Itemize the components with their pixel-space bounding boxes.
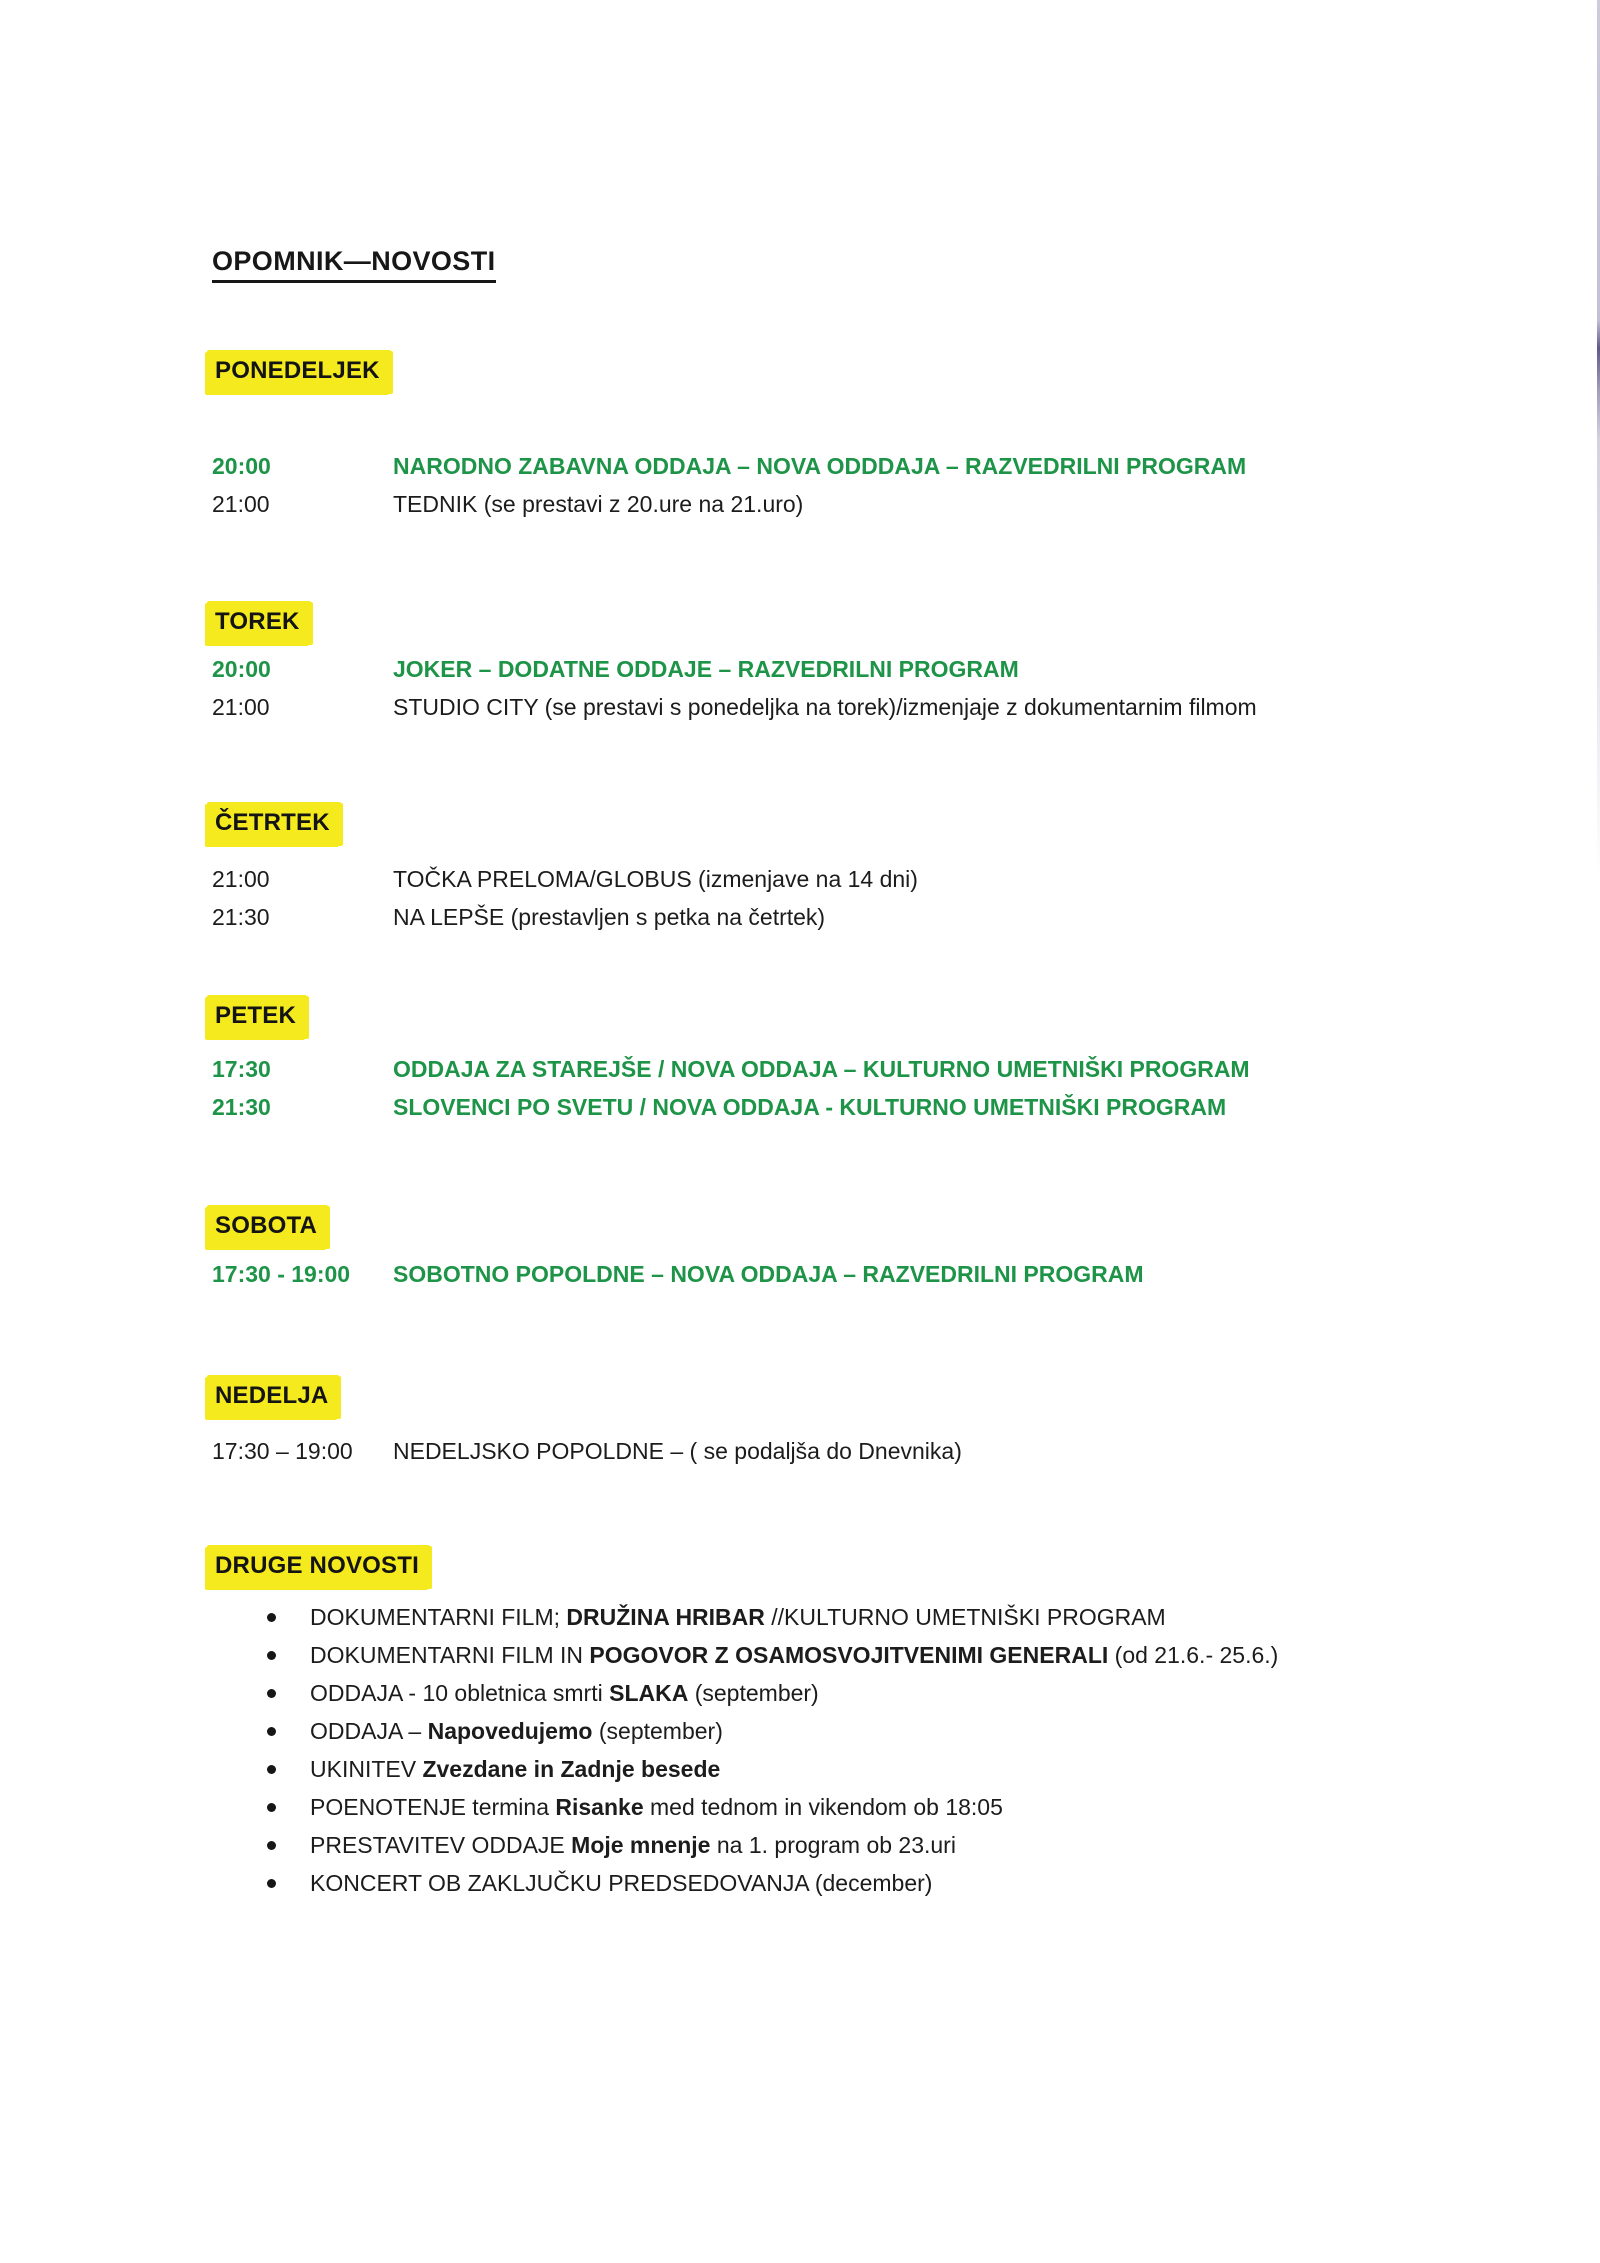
news-text-bold: Moje mnenje — [571, 1832, 711, 1858]
time-label: 20:00 — [212, 453, 271, 479]
schedule-row — [212, 1050, 1572, 1088]
news-text: DOKUMENTARNI FILM IN — [310, 1642, 590, 1668]
news-text: ODDAJA – — [310, 1718, 428, 1744]
time-label: 21:30 — [212, 1094, 271, 1120]
news-item — [212, 1864, 1562, 1902]
time-label: 21:00 — [212, 491, 270, 517]
other-news-list — [212, 1598, 1562, 1902]
day-header-petek: PETEK — [207, 995, 307, 1038]
news-text-bold: Napovedujemo — [427, 1718, 593, 1744]
news-text: med tednom in vikendom ob 18:05 — [643, 1794, 1003, 1820]
news-text: na 1. program ob 23.uri — [710, 1832, 956, 1858]
news-text-bold: SLAKA — [609, 1680, 689, 1706]
news-item — [212, 1750, 1562, 1788]
program-text: JOKER – DODATNE ODDAJE – RAZVEDRILNI PROGRAM — [393, 656, 1019, 682]
news-text: (september) — [592, 1718, 723, 1744]
news-item — [212, 1826, 1562, 1864]
news-text-bold: POGOVOR Z OSAMOSVOJITVENIMI GENERALI — [589, 1642, 1109, 1668]
program-text: NEDELJSKO POPOLDNE – ( se podaljša do Dnevnika) — [393, 1438, 962, 1464]
time-label: 17:30 - 19:00 — [212, 1261, 351, 1287]
news-text: KONCERT OB ZAKLJUČKU PREDSEDOVANJA (december) — [310, 1870, 933, 1896]
news-text: UKINITEV — [310, 1756, 423, 1782]
schedule-ponedeljek — [212, 447, 1572, 523]
schedule-row — [212, 1432, 1572, 1470]
day-header-druge-novosti: DRUGE NOVOSTI — [207, 1545, 430, 1588]
schedule-nedelja — [212, 1432, 1572, 1470]
news-text-bold: Risanke — [555, 1794, 644, 1820]
day-header-sobota: SOBOTA — [207, 1205, 328, 1248]
day-header-torek: TOREK — [207, 601, 311, 644]
schedule-row — [212, 650, 1572, 688]
program-text: NARODNO ZABAVNA ODDAJA – NOVA ODDDAJA – RAZVEDRILNI PROGRAM — [393, 453, 1247, 479]
schedule-petek — [212, 1050, 1572, 1126]
schedule-row — [212, 485, 1572, 523]
news-text: POENOTENJE termina — [310, 1794, 556, 1820]
schedule-row — [212, 860, 1572, 898]
schedule-row — [212, 688, 1572, 726]
schedule-row — [212, 898, 1572, 936]
program-text: ODDAJA ZA STAREJŠE / NOVA ODDAJA – KULTURNO UMETNIŠKI PROGRAM — [393, 1056, 1250, 1082]
news-text: ODDAJA - 10 obletnica smrti — [310, 1680, 610, 1706]
news-text: DOKUMENTARNI FILM; — [310, 1604, 567, 1630]
schedule-cetrtek — [212, 860, 1572, 936]
news-item — [212, 1598, 1562, 1636]
time-label: 21:30 — [212, 904, 270, 930]
news-text-bold: DRUŽINA HRIBAR — [566, 1604, 765, 1630]
time-label: 17:30 – 19:00 — [212, 1438, 353, 1464]
day-header-cetrtek: ČETRTEK — [207, 802, 341, 845]
news-item — [212, 1788, 1562, 1826]
news-item — [212, 1636, 1562, 1674]
time-label: 21:00 — [212, 866, 270, 892]
program-text: NA LEPŠE (prestavljen s petka na četrtek) — [393, 904, 826, 930]
day-header-nedelja: NEDELJA — [207, 1375, 339, 1418]
news-item — [212, 1674, 1562, 1712]
day-header-ponedeljek: PONEDELJEK — [207, 350, 391, 393]
schedule-row — [212, 1255, 1572, 1293]
news-text-bold: Zvezdane in Zadnje besede — [422, 1756, 721, 1782]
program-text: STUDIO CITY (se prestavi s ponedeljka na torek)/izmenjaje z dokumentarnim filmom — [393, 694, 1257, 720]
schedule-row — [212, 447, 1572, 485]
time-label: 20:00 — [212, 656, 271, 682]
news-text: //KULTURNO UMETNIŠKI PROGRAM — [764, 1604, 1166, 1630]
schedule-sobota — [212, 1255, 1572, 1293]
program-text: TEDNIK (se prestavi z 20.ure na 21.uro) — [393, 491, 804, 517]
news-text: PRESTAVITEV ODDAJE — [310, 1832, 572, 1858]
program-text: SOBOTNO POPOLDNE – NOVA ODDAJA – RAZVEDRILNI PROGRAM — [393, 1261, 1144, 1287]
time-label: 17:30 — [212, 1056, 271, 1082]
time-label: 21:00 — [212, 694, 270, 720]
news-text: (september) — [688, 1680, 819, 1706]
news-text: (od 21.6.- 25.6.) — [1108, 1642, 1279, 1668]
program-text: TOČKA PRELOMA/GLOBUS (izmenjave na 14 dni) — [393, 866, 918, 892]
news-item — [212, 1712, 1562, 1750]
program-text: SLOVENCI PO SVETU / NOVA ODDAJA - KULTURNO UMETNIŠKI PROGRAM — [393, 1094, 1227, 1120]
page-title: OPOMNIK—NOVOSTI — [212, 246, 496, 283]
schedule-torek — [212, 650, 1572, 726]
schedule-row — [212, 1088, 1572, 1126]
